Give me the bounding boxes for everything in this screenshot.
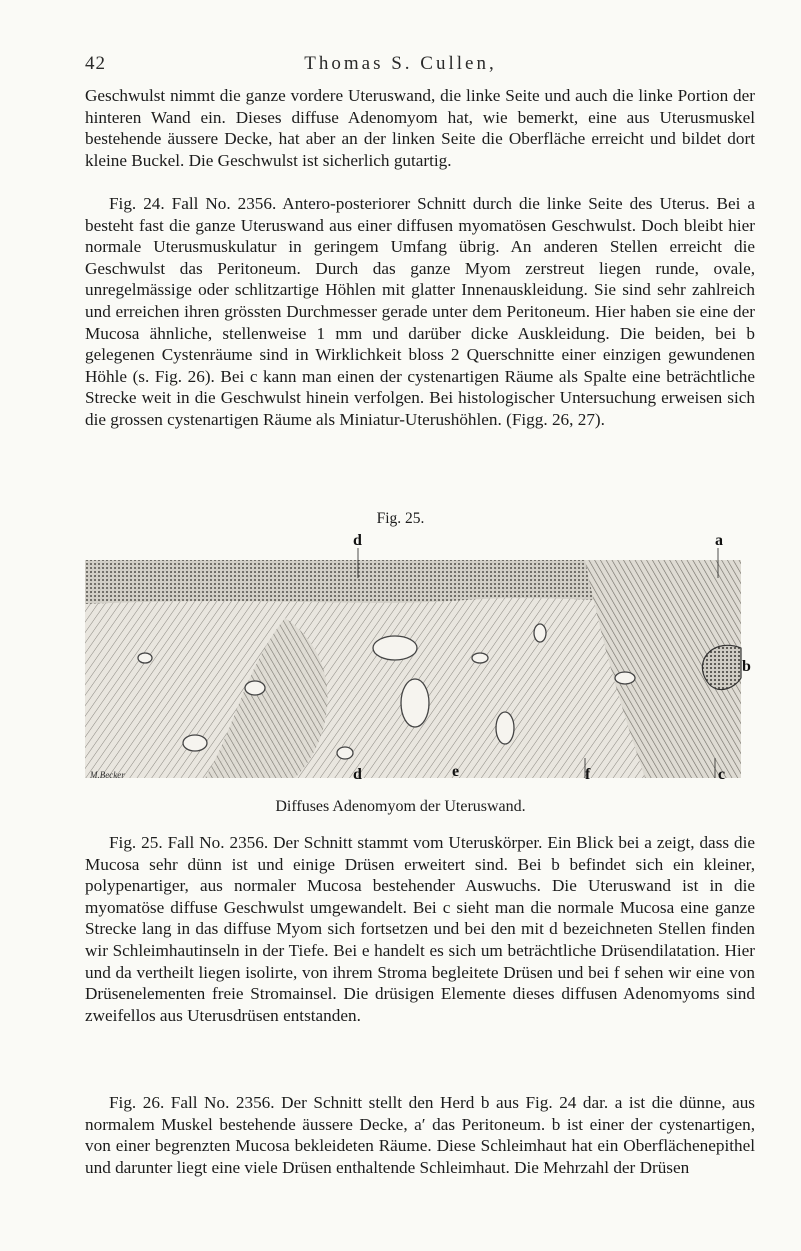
histology-figure (85, 532, 755, 788)
paragraph-fig26: Fig. 26. Fall No. 2356. Der Schnitt stellt den Herd b aus Fig. 24 dar. a ist die dünne, aus normalem Muskel bestehende äussere Decke, a′ das Peritoneum. b ist einer der cystenartigen, von einer begrenzten Mucosa bekleideten Räume. Diese Schleimhaut hat ein Oberflächenepithel und darunter liegt eine viele Drüsen enthaltende Schleimhaut. Die Mehrzahl der Drüsen (85, 1093, 755, 1177)
figure-letter-e: e (452, 763, 460, 780)
figure-letter-b: b (742, 658, 751, 675)
paragraph-fig24: Fig. 24. Fall No. 2356. Antero-posteriorer Schnitt durch die linke Seite des Uterus. Bei a besteht fast die ganze Uteruswand aus einer diffusen myomatösen Geschwulst. Doch bleibt hier normale Uterusmuskulatur in geringem Umfang übrig. An anderen Stellen erreicht die Geschwulst das Peritoneum. Durch das ganze Myom zerstreut liegen runde, ovale, unregelmässige oder schlitzartige Höhlen mit glatter Innenauskleidung. Sie sind sehr zahlreich und erreichen ihren grössten Durchmesser gerade unter dem Peritoneum. Hier haben sie eine der Mucosa ähnliche, stellenweise 1 mm und darüber dicke Auskleidung. Die beiden, bei b gelegenen Cystenräume sind in Wirklichkeit bloss 2 Querschnitte einer einzigen gewundenen Höhle (s. Fig. 26). Bei c kann man einen der cystenartigen Räume als Spalte eine beträchtliche Strecke weit in die Geschwulst hinein verfolgen. Bei histologischer Untersuchung erweisen sich die grossen cystenartigen Räume als Miniatur-Uterushöhlen. (Figg. 26, 27). (85, 194, 755, 429)
figure-letter-a: a (715, 532, 723, 549)
figure-letter-f: f (585, 766, 591, 783)
page-number: 42 (85, 53, 106, 74)
figure-label: Fig. 25. (376, 510, 425, 527)
paragraph-fig25: Fig. 25. Fall No. 2356. Der Schnitt stammt vom Uteruskörper. Ein Blick bei a zeigt, dass die Mucosa sehr dünn ist und einige Drüsen erweitert sind. Bei b befindet sich ein kleiner, polypenartiger, aus normaler Mucosa bestehender Auswuchs. Die Uteruswand ist in die myomatöse diffuse Geschwulst umgewandelt. Bei c sieht man die normale Mucosa eine ganze Strecke lang in das diffuse Myom sich fortsetzen und bei den mit d bezeichneten Stellen finden wir Schleimhautinseln in der Tiefe. Bei e handelt es sich um beträchtliche Drüsendilatation. Hier und da vertheilt liegen isolirte, von ihrem Stroma begleitete Drüsen und bei f sehen wir eine von Drüsenelementen freie Stromainsel. Die drüsigen Elemente dieses diffusen Adenomyoms sind zweifellos aus Uterusdrüsen entstanden. (85, 833, 755, 1025)
figure-letter-d-bottom: d (353, 766, 362, 783)
artist-signature: M.Becker (90, 770, 125, 780)
figure-letter-c: c (718, 766, 726, 783)
figure-letter-d-top: d (353, 532, 362, 549)
figure-caption: Diffuses Adenomyom der Uteruswand. (275, 798, 526, 815)
running-head: Thomas S. Cullen, (304, 53, 497, 74)
histology-illustration (85, 538, 755, 788)
paragraph-1: Geschwulst nimmt die ganze vordere Uteruswand, die linke Seite und auch die linke Portion der hinteren Wand ein. Dieses diffuse Adenomyom hat, wie bemerkt, eine aus Uterusmuskel bestehende äussere Decke, hat aber an der linken Seite die Oberfläche erreicht und bildet dort kleine Buckel. Die Geschwulst ist sicherlich gutartig. (85, 86, 755, 170)
